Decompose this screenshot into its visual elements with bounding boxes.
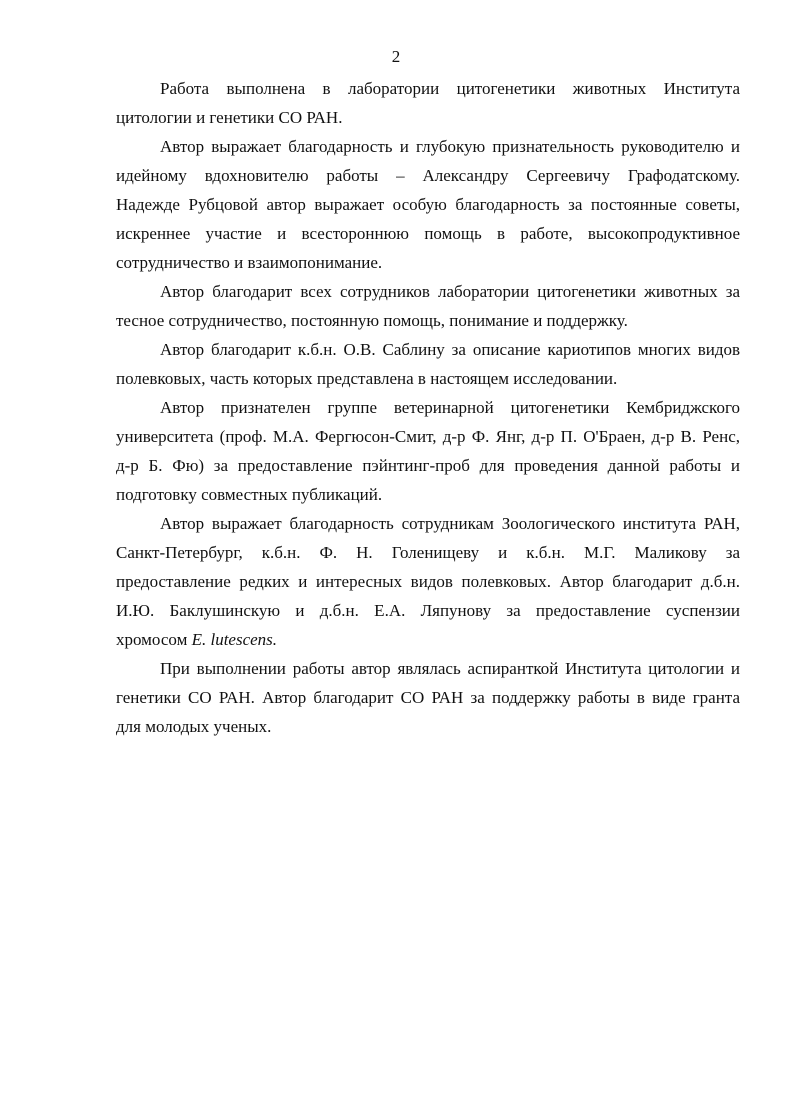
text-line: идейному вдохновителю работы – Александру Сергеевичу Графодатскому. [116,166,740,185]
text-line: При выполнении работы автор являлась аспиранткой Института цитологии и [160,659,740,678]
text-line: для молодых ученых. [116,717,272,736]
text-line: генетики СО РАН. Автор благодарит СО РАН за поддержку работы в виде гранта [116,688,740,707]
paragraph-7 [116,654,740,741]
paragraph-2 [116,132,740,277]
text-line: предоставление редких и интересных видов полевковых. Автор благодарит д.б.н. [116,572,740,591]
paragraph-5 [116,393,740,509]
paragraph-4 [116,335,740,393]
text-line: Работа выполнена в лаборатории цитогенетики животных Института [160,79,740,98]
text-line: сотрудничество и взаимопонимание. [116,253,383,272]
paragraph-6 [116,509,740,654]
text-line: полевковых, часть которых представлена в настоящем исследовании. [116,369,618,388]
document-body [116,74,740,741]
text-line: цитологии и генетики СО РАН. [116,108,343,127]
text-line: Автор выражает благодарность и глубокую признательность руководителю и [160,137,740,156]
text-span: хромосом [116,630,188,649]
text-line [116,625,740,654]
text-line: Автор благодарит всех сотрудников лаборатории цитогенетики животных за [160,282,740,301]
text-line: Санкт-Петербург, к.б.н. Ф. Н. Голенищеву и к.б.н. М.Г. Маликову за [116,543,740,562]
paragraph-1 [116,74,740,132]
page-number: 2 [391,47,401,66]
text-line: подготовку совместных публикаций. [116,485,383,504]
text-line: Надежде Рубцовой автор выражает особую благодарность за постоянные советы, [116,195,740,214]
text-line: университета (проф. М.А. Фергюсон-Смит, д-р Ф. Янг, д-р П. О'Браен, д-р В. Ренс, [116,427,740,446]
text-line: тесное сотрудничество, постоянную помощь, понимание и поддержку. [116,311,628,330]
species-name-italic: E. lutescens. [191,630,278,649]
text-line: Автор благодарит к.б.н. О.В. Саблину за описание кариотипов многих видов [160,340,740,359]
text-line: Автор выражает благодарность сотрудникам Зоологического института РАН, [160,514,740,533]
paragraph-3 [116,277,740,335]
text-line: И.Ю. Баклушинскую и д.б.н. Е.А. Ляпунову за предоставление суспензии [116,601,740,620]
text-line: Автор признателен группе ветеринарной цитогенетики Кембриджского [160,398,740,417]
text-line: д-р Б. Фю) за предоставление пэйнтинг-проб для проведения данной работы и [116,456,740,475]
text-line: искреннее участие и всестороннюю помощь в работе, высокопродуктивное [116,224,740,243]
